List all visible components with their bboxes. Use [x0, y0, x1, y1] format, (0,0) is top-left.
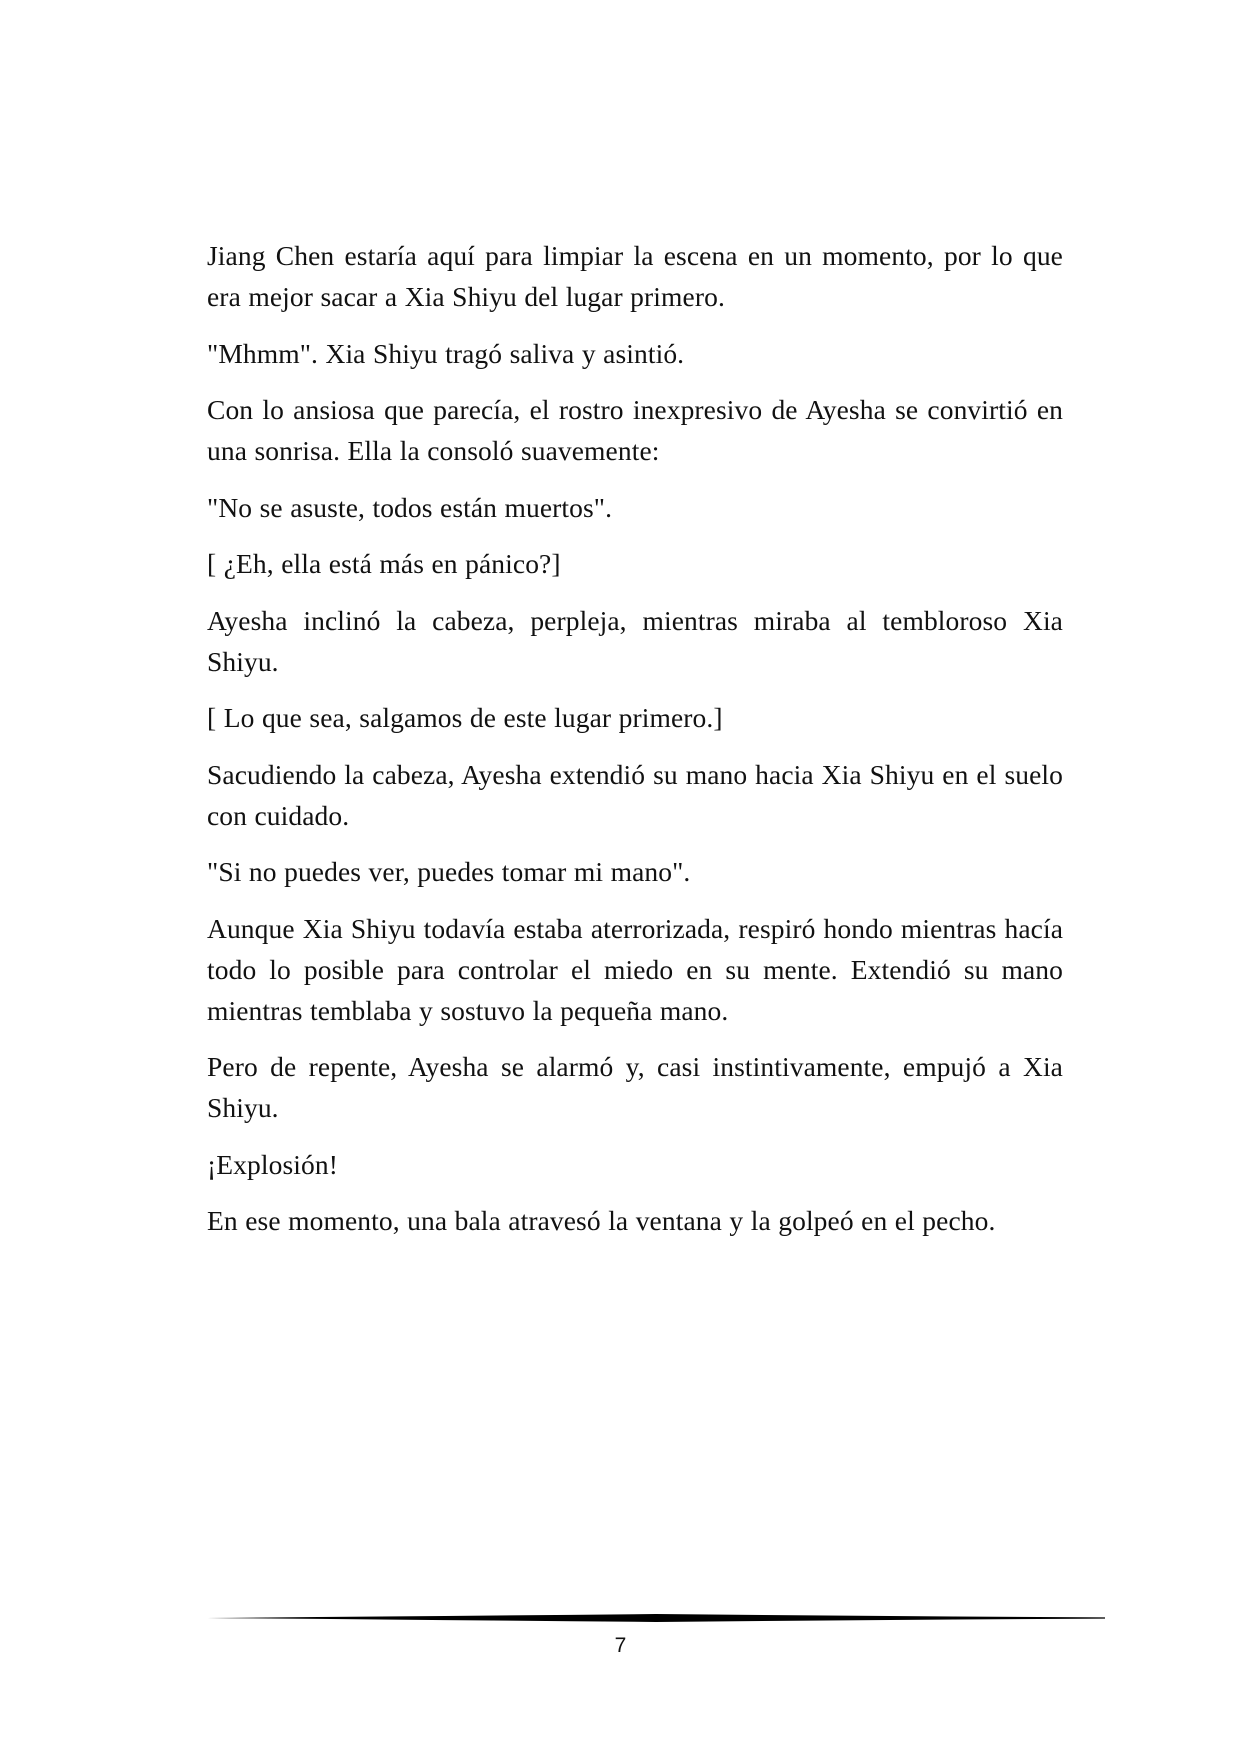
paragraph: Ayesha inclinó la cabeza, perpleja, mientras miraba al tembloroso Xia Shiyu.	[207, 604, 1063, 677]
paragraph: Pero de repente, Ayesha se alarmó y, casi instintivamente, empujó a Xia Shiyu.	[207, 1051, 1063, 1123]
paragraph: "Mhmm". Xia Shiyu tragó saliva y asintió.	[207, 337, 685, 369]
page-number: 7	[614, 1634, 627, 1657]
paragraph: "Si no puedes ver, puedes tomar mi mano".	[207, 856, 691, 887]
paragraph: [ ¿Eh, ella está más en pánico?]	[207, 548, 561, 579]
paragraph: En ese momento, una bala atravesó la ventana y la golpeó en el pecho.	[207, 1205, 996, 1236]
paragraph: ¡Explosión!	[207, 1148, 338, 1180]
paragraph: Aunque Xia Shiyu todavía estaba aterrorizada, respiró hondo mientras hacía todo lo posible para controlar el miedo en su mente. Extendió su mano mientras temblaba y sostuvo la pequeña mano.	[207, 912, 1063, 1026]
paragraph: [ Lo que sea, salgamos de este lugar primero.]	[207, 702, 723, 733]
body-text	[207, 235, 1063, 1257]
paragraph: Jiang Chen estaría aquí para limpiar la escena en un momento, por lo que era mejor sacar a Xia Shiyu del lugar primero.	[207, 240, 1063, 312]
paragraph: Sacudiendo la cabeza, Ayesha extendió su mano hacia Xia Shiyu en el suelo con cuidado.	[207, 758, 1063, 831]
paragraph: Con lo ansiosa que parecía, el rostro inexpresivo de Ayesha se convirtió en una sonrisa. Ella la consoló suavemente:	[207, 394, 1063, 466]
footer-divider	[207, 1612, 1105, 1624]
paragraph: "No se asuste, todos están muertos".	[207, 491, 613, 523]
